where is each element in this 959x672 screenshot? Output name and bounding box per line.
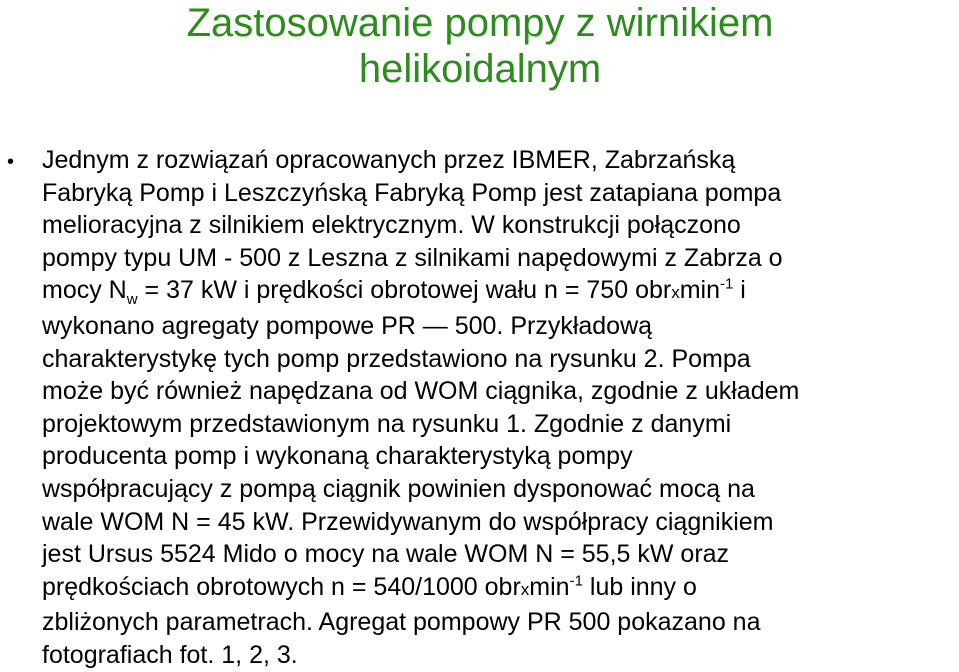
title-line-2: helikoidalnym <box>358 47 602 91</box>
paragraph-line: współpracujący z pompą ciągnik powinien dysponować mocą na <box>42 474 755 503</box>
superscript: -1 <box>569 572 583 590</box>
text-fragment: min <box>679 276 720 305</box>
paragraph-line: zbliżonych parametrach. Agregat pompowy PR 500 pokazano na <box>42 608 761 637</box>
paragraph-line <box>42 571 957 607</box>
paragraph-line: projektowym przedstawionym na rysunku 1. Zgodnie z danymi <box>42 409 732 438</box>
text-fragment: mocy N <box>42 276 127 305</box>
text-fragment: min <box>529 572 570 601</box>
paragraph-line: Jednym z rozwiązań opracowanych przez IBMER, Zabrzańską <box>42 146 736 174</box>
paragraph-line: może być również napędzana od WOM ciągnika, zgodnie z układem <box>42 377 800 406</box>
paragraph-line: melioracyjna z silnikiem elektrycznym. W konstrukcji połączono <box>42 211 741 240</box>
paragraph-line: wykonano agregaty pompowe PR — 500. Przykładową <box>42 311 653 340</box>
paragraph-line: pompy typu UM - 500 z Leszna z silnikami napędowymi z Zabrza o <box>42 243 783 272</box>
paragraph-line <box>42 274 957 310</box>
title-line-1: Zastosowanie pompy z wirnikiem <box>186 1 774 45</box>
bullet-paragraph <box>42 144 957 672</box>
slide-title <box>40 0 920 92</box>
paragraph-line: wale WOM N = 45 kW. Przewidywanym do współpracy ciągnikiem <box>42 507 774 536</box>
multiply-sign: x <box>520 579 530 599</box>
paragraph-line: fotografiach fot. 1, 2, 3. <box>42 640 298 669</box>
paragraph-line: charakterystykę tych pomp przedstawiono na rysunku 2. Pompa <box>42 344 751 373</box>
bullet-marker: • <box>7 151 15 173</box>
paragraph-line: producenta pomp i wykonaną charakterystyką pompy <box>42 442 633 471</box>
paragraph-line: jest Ursus 5524 Mido o mocy na wale WOM N = 55,5 kW oraz <box>42 540 730 569</box>
text-fragment: = 37 kW i prędkości obrotowej wału n = 750 obr <box>137 276 672 305</box>
paragraph-line: Fabryką Pomp i Leszczyńską Fabryką Pomp jest zatapiana pompa <box>42 178 782 207</box>
text-fragment: i <box>733 276 746 305</box>
text-fragment: lub inny o <box>582 572 697 601</box>
superscript: -1 <box>720 276 734 294</box>
multiply-sign: x <box>671 283 680 303</box>
subscript: w <box>126 291 138 309</box>
text-fragment: prędkościach obrotowych n = 540/1000 obr <box>42 572 521 601</box>
